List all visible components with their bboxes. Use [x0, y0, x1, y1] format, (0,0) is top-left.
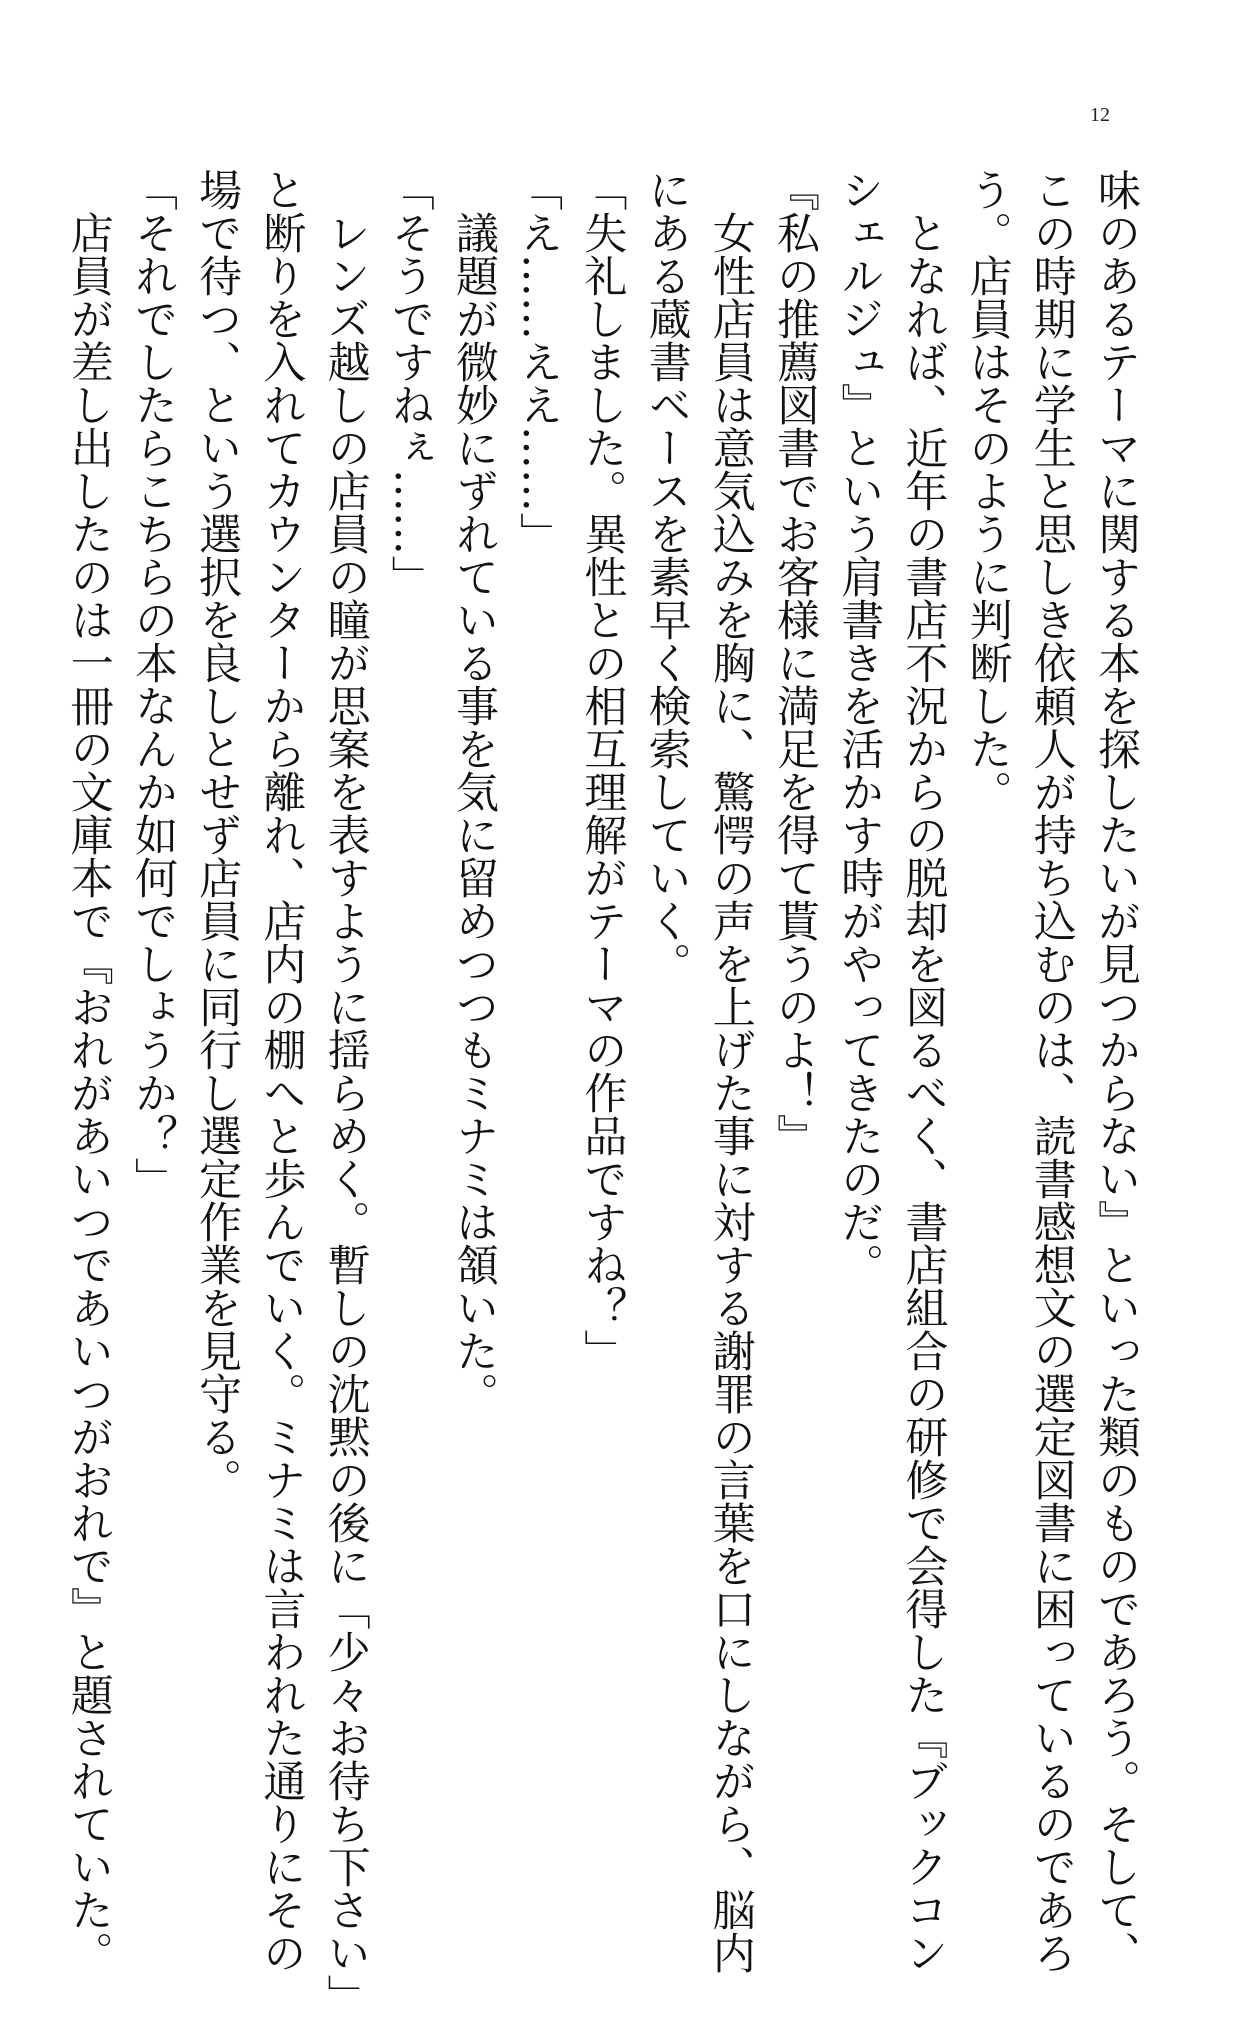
text-line: 「失礼しました。異性との相互理解がテーマの作品ですね？」: [577, 168, 628, 1372]
text-line: 「それでしたらこちらの本なんか如何でしょうか？」: [127, 168, 178, 1200]
text-line: 女性店員は意気込みを胸に、驚愕の声を上げた事に対する謝罪の言葉を口にしながら、脳内: [705, 168, 756, 1974]
text-line: 「え……ええ……」: [513, 168, 564, 555]
text-line: 『私の推薦図書でお客様に満足を得て貰うのよ！』: [769, 168, 820, 1157]
page-number: 12: [1090, 104, 1110, 126]
text-line: にある蔵書ベースを素早く検索していく。: [641, 168, 692, 985]
text-line: となれば、近年の書店不況からの脱却を図るべく、書店組合の研修で会得した『ブックコン: [898, 168, 949, 1974]
text-line: 店員が差し出したのは一冊の文庫本で『おれがあいつであいつがおれで』と題されていた。: [63, 168, 114, 1974]
text-line: と断りを入れてカウンターから離れ、店内の棚へと歩んでいく。ミナミは言われた通りにその: [256, 168, 307, 1974]
text-line: 味のあるテーマに関する本を探したいが見つからない』といった類のものであろう。そして、: [1091, 168, 1141, 1974]
text-line: シェルジュ』という肩書きを活かす時がやってきたのだ。: [834, 168, 885, 1286]
text-line: この時期に学生と思しき依頼人が持ち込むのは、読書感想文の選定図書に困っているのであろ: [1026, 168, 1077, 1974]
text-line: 議題が微妙にずれている事を気に留めつつもミナミは頷いた。: [448, 168, 499, 1415]
text-line: 場で待つ、という選択を良しとせず店員に同行し選定作業を見守る。: [192, 168, 243, 1501]
text-line: う。店員はそのように判断した。: [962, 168, 1013, 813]
text-line: レンズ越しの店員の瞳が思案を表すように揺らめく。暫しの沈黙の後に「少々お待ち下さい」: [320, 168, 371, 2017]
vertical-text-body: [63, 168, 1148, 2017]
text-line: 「そうですねぇ……」: [384, 168, 435, 598]
